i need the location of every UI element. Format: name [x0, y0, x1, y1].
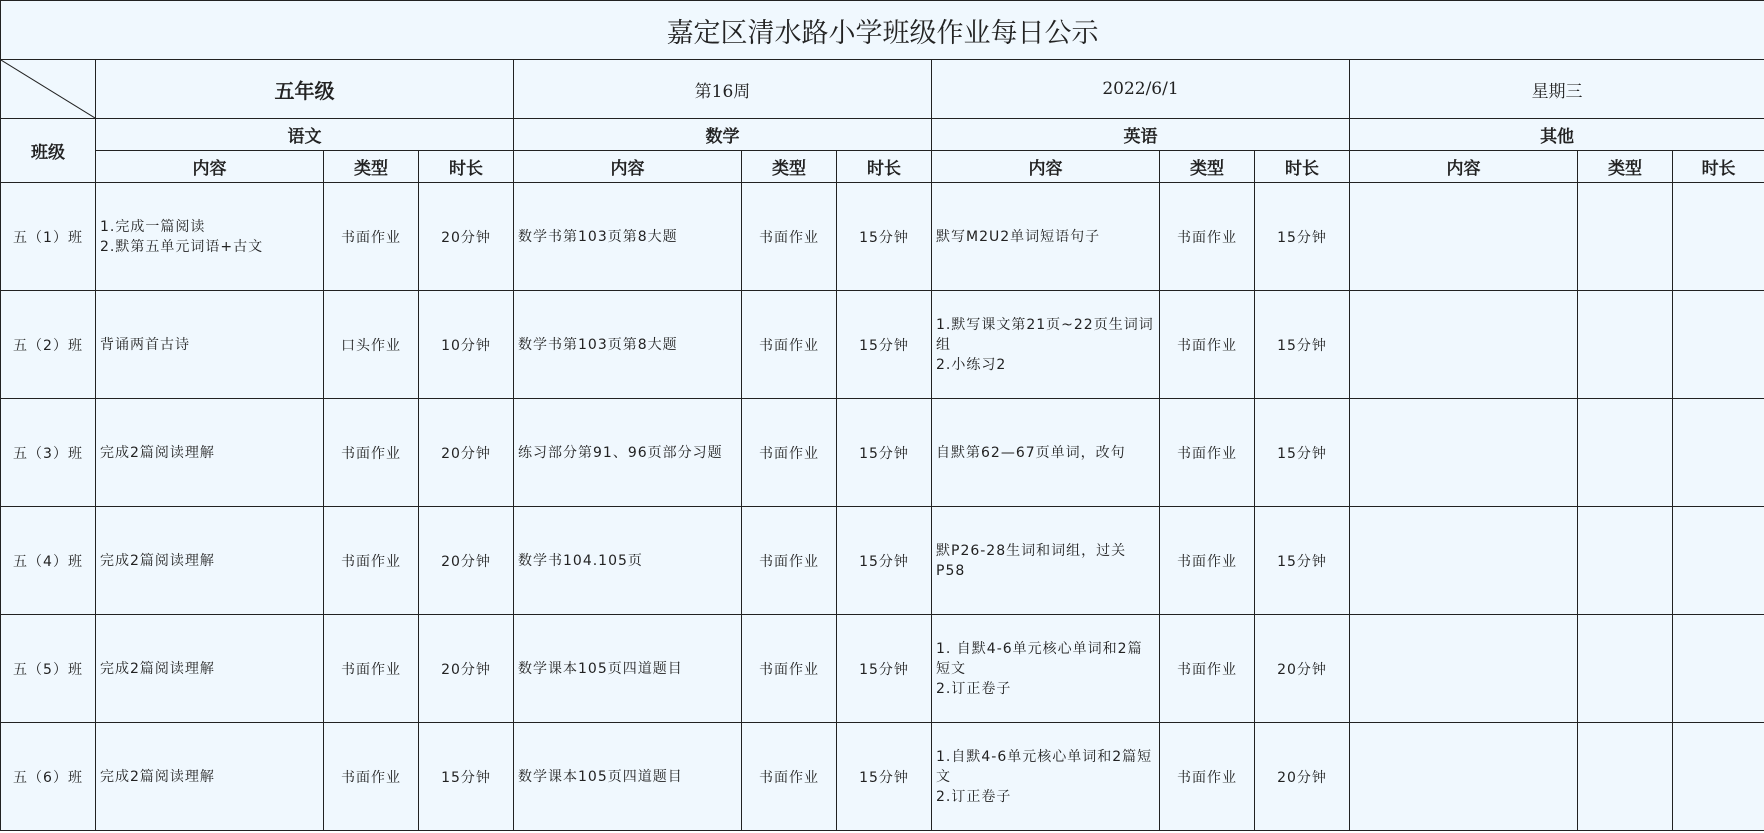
table-row [1, 183, 1764, 291]
col-duration-header: 时长 [419, 151, 514, 183]
math-duration-cell: 15分钟 [837, 399, 932, 507]
subject-row [1, 119, 1764, 151]
english-content-cell: 默写M2U2单词短语句子 [932, 183, 1160, 291]
math-duration-cell: 15分钟 [837, 723, 932, 831]
math-content-cell: 数学书第103页第8大题 [514, 291, 742, 399]
other-type-cell [1578, 183, 1673, 291]
english-duration-cell: 15分钟 [1255, 183, 1350, 291]
math-type-cell: 书面作业 [742, 507, 837, 615]
header-row [1, 60, 1764, 119]
math-duration-cell: 15分钟 [837, 291, 932, 399]
other-type-cell [1578, 291, 1673, 399]
english-duration-cell: 20分钟 [1255, 723, 1350, 831]
chinese-duration-cell: 20分钟 [419, 615, 514, 723]
col-content-header: 内容 [96, 151, 324, 183]
english-type-cell: 书面作业 [1160, 291, 1255, 399]
english-content-cell: 默P26-28生词和词组，过关P58 [932, 507, 1160, 615]
english-type-cell: 书面作业 [1160, 615, 1255, 723]
table-row [1, 291, 1764, 399]
table-row [1, 723, 1764, 831]
class-name-cell: 五（2）班 [1, 291, 96, 399]
english-duration-cell: 20分钟 [1255, 615, 1350, 723]
english-content-cell: 1. 自默4-6单元核心单词和2篇短文 2.订正卷子 [932, 615, 1160, 723]
math-type-cell: 书面作业 [742, 399, 837, 507]
table-row [1, 615, 1764, 723]
diagonal-corner-cell [1, 60, 96, 119]
math-type-cell: 书面作业 [742, 615, 837, 723]
other-duration-cell [1673, 615, 1764, 723]
other-content-cell [1350, 399, 1578, 507]
math-content-cell: 数学书104.105页 [514, 507, 742, 615]
col-content-header: 内容 [932, 151, 1160, 183]
grade-cell: 五年级 [96, 60, 514, 119]
math-duration-cell: 15分钟 [837, 615, 932, 723]
other-duration-cell [1673, 507, 1764, 615]
sheet-title: 嘉定区清水路小学班级作业每日公示 [1, 1, 1764, 60]
col-content-header: 内容 [1350, 151, 1578, 183]
subject-english: 英语 [932, 119, 1350, 151]
col-type-header: 类型 [1578, 151, 1673, 183]
english-type-cell: 书面作业 [1160, 399, 1255, 507]
chinese-content-cell: 背诵两首古诗 [96, 291, 324, 399]
other-content-cell [1350, 615, 1578, 723]
english-duration-cell: 15分钟 [1255, 291, 1350, 399]
english-content-cell: 1.默写课文第21页~22页生词词组 2.小练习2 [932, 291, 1160, 399]
chinese-duration-cell: 10分钟 [419, 291, 514, 399]
other-duration-cell [1673, 183, 1764, 291]
class-name-cell: 五（5）班 [1, 615, 96, 723]
other-duration-cell [1673, 399, 1764, 507]
col-duration-header: 时长 [1255, 151, 1350, 183]
other-duration-cell [1673, 291, 1764, 399]
chinese-type-cell: 书面作业 [324, 615, 419, 723]
chinese-duration-cell: 15分钟 [419, 723, 514, 831]
diagonal-line [1, 60, 95, 118]
table-row [1, 399, 1764, 507]
col-type-header: 类型 [324, 151, 419, 183]
chinese-content-cell: 完成2篇阅读理解 [96, 723, 324, 831]
class-header: 班级 [1, 119, 96, 183]
chinese-content-cell: 1.完成一篇阅读 2.默第五单元词语+古文 [96, 183, 324, 291]
col-type-header: 类型 [1160, 151, 1255, 183]
other-content-cell [1350, 507, 1578, 615]
chinese-duration-cell: 20分钟 [419, 183, 514, 291]
subcolumn-row [1, 151, 1764, 183]
table-row [1, 507, 1764, 615]
col-type-header: 类型 [742, 151, 837, 183]
class-name-cell: 五（6）班 [1, 723, 96, 831]
chinese-type-cell: 书面作业 [324, 507, 419, 615]
chinese-content-cell: 完成2篇阅读理解 [96, 399, 324, 507]
col-duration-header: 时长 [1673, 151, 1764, 183]
chinese-type-cell: 书面作业 [324, 723, 419, 831]
math-content-cell: 数学书第103页第8大题 [514, 183, 742, 291]
col-duration-header: 时长 [837, 151, 932, 183]
math-type-cell: 书面作业 [742, 291, 837, 399]
other-type-cell [1578, 615, 1673, 723]
math-type-cell: 书面作业 [742, 183, 837, 291]
chinese-type-cell: 书面作业 [324, 399, 419, 507]
class-name-cell: 五（1）班 [1, 183, 96, 291]
math-duration-cell: 15分钟 [837, 507, 932, 615]
chinese-type-cell: 书面作业 [324, 183, 419, 291]
chinese-content-cell: 完成2篇阅读理解 [96, 615, 324, 723]
other-type-cell [1578, 723, 1673, 831]
english-type-cell: 书面作业 [1160, 183, 1255, 291]
other-content-cell [1350, 183, 1578, 291]
subject-other: 其他 [1350, 119, 1764, 151]
math-content-cell: 练习部分第91、96页部分习题 [514, 399, 742, 507]
chinese-duration-cell: 20分钟 [419, 399, 514, 507]
chinese-content-cell: 完成2篇阅读理解 [96, 507, 324, 615]
english-duration-cell: 15分钟 [1255, 507, 1350, 615]
week-cell: 第16周 [514, 60, 932, 119]
title-row [1, 1, 1764, 60]
subject-math: 数学 [514, 119, 932, 151]
math-content-cell: 数学课本105页四道题目 [514, 615, 742, 723]
other-type-cell [1578, 507, 1673, 615]
english-type-cell: 书面作业 [1160, 507, 1255, 615]
class-name-cell: 五（3）班 [1, 399, 96, 507]
math-content-cell: 数学课本105页四道题目 [514, 723, 742, 831]
weekday-cell: 星期三 [1350, 60, 1764, 119]
col-content-header: 内容 [514, 151, 742, 183]
class-name-cell: 五（4）班 [1, 507, 96, 615]
other-content-cell [1350, 291, 1578, 399]
math-type-cell: 书面作业 [742, 723, 837, 831]
subject-chinese: 语文 [96, 119, 514, 151]
english-type-cell: 书面作业 [1160, 723, 1255, 831]
other-content-cell [1350, 723, 1578, 831]
english-content-cell: 1.自默4-6单元核心单词和2篇短文 2.订正卷子 [932, 723, 1160, 831]
other-type-cell [1578, 399, 1673, 507]
other-duration-cell [1673, 723, 1764, 831]
chinese-type-cell: 口头作业 [324, 291, 419, 399]
english-duration-cell: 15分钟 [1255, 399, 1350, 507]
english-content-cell: 自默第62—67页单词，改句 [932, 399, 1160, 507]
date-cell: 2022/6/1 [932, 60, 1350, 119]
chinese-duration-cell: 20分钟 [419, 507, 514, 615]
math-duration-cell: 15分钟 [837, 183, 932, 291]
